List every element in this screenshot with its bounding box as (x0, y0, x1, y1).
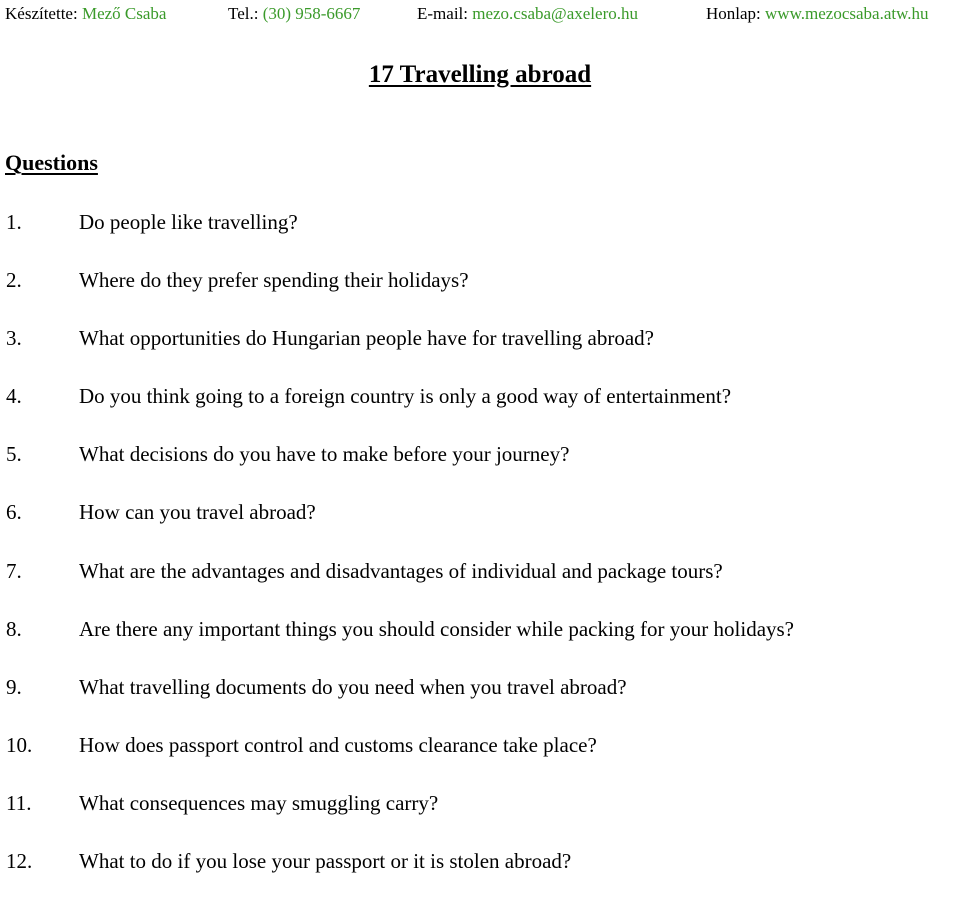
question-number: 6. (6, 500, 22, 525)
website-label: Honlap: (706, 4, 761, 23)
question-text: What decisions do you have to make before your journey? (79, 442, 570, 467)
header-email (417, 4, 638, 24)
question-number: 1. (6, 210, 22, 234)
phone-label: Tel.: (228, 4, 259, 23)
questions-heading: Questions (5, 150, 98, 175)
phone-number: (30) 958-6667 (262, 4, 361, 23)
page-header (5, 4, 955, 26)
question-number: 2. (6, 268, 22, 293)
question-text: Do you think going to a foreign country is only a good way of entertainment? (79, 384, 732, 409)
email-link[interactable]: mezo.csaba@axelero.hu (472, 4, 638, 23)
header-author (5, 4, 166, 24)
header-phone (228, 4, 360, 24)
question-number: 5. (6, 442, 22, 467)
author-name: Mező Csaba (81, 4, 167, 23)
question-number: 3. (6, 326, 22, 351)
question-text: Do people like travelling? (79, 210, 298, 234)
question-number: 9. (6, 674, 22, 699)
question-number: 11. (6, 790, 32, 815)
author-label: Készítette: (5, 4, 78, 23)
question-number: 7. (6, 558, 22, 583)
question-text: How can you travel abroad? (79, 500, 316, 525)
header-website (706, 4, 929, 24)
email-label: E-mail: (417, 4, 468, 23)
question-text: How does passport control and customs clearance take place? (79, 732, 597, 757)
question-number: 8. (6, 616, 22, 641)
question-number: 12. (6, 849, 33, 874)
question-text: What opportunities do Hungarian people have for travelling abroad? (79, 326, 654, 351)
question-number: 4. (6, 384, 22, 409)
website-link[interactable]: www.mezocsaba.atw.hu (765, 4, 929, 23)
question-text: What are the advantages and disadvantages of individual and package tours? (79, 558, 723, 583)
question-text: Are there any important things you should consider while packing for your holidays? (79, 616, 795, 641)
question-text: What to do if you lose your passport or it is stolen abroad? (79, 849, 572, 874)
question-text: What travelling documents do you need when you travel abroad? (79, 674, 627, 699)
question-text: What consequences may smuggling carry? (79, 790, 439, 815)
question-number: 10. (6, 732, 33, 757)
question-text: Where do they prefer spending their holidays? (79, 268, 469, 293)
page-title: 17 Travelling abroad (368, 61, 592, 88)
